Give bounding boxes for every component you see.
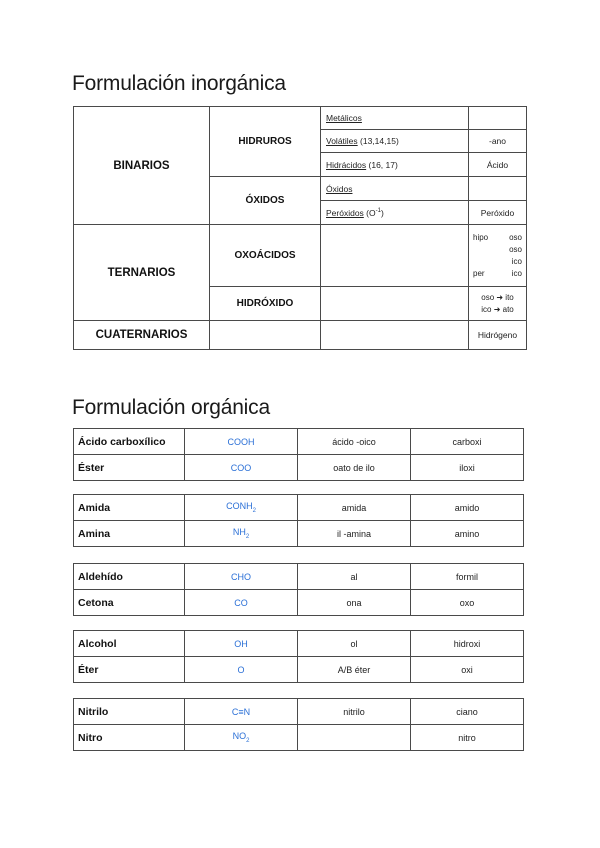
organic-group-table <box>73 428 524 481</box>
functional-group-name-text: Amida <box>78 501 111 514</box>
functional-group-formula <box>185 455 298 481</box>
suffix-cell <box>298 725 411 751</box>
functional-group-formula <box>185 429 298 455</box>
peroxidos-suffix: Peróxido <box>469 201 527 225</box>
oxo-oso-2: oso <box>509 244 522 254</box>
volatiles-label: Volátiles <box>326 136 358 146</box>
organic-row <box>74 590 524 616</box>
functional-group-formula-text: CO <box>234 597 248 608</box>
prefix-cell <box>411 725 524 751</box>
prefix-cell-text: nitro <box>458 732 476 743</box>
suffix-cell <box>298 564 411 590</box>
metalicos-label: Metálicos <box>326 113 362 123</box>
functional-group-name <box>74 564 185 590</box>
functional-group-name <box>74 725 185 751</box>
peroxidos-ion-charge: -1 <box>375 207 381 214</box>
suffix-cell-text: A/B éter <box>337 664 371 675</box>
functional-group-formula <box>185 725 298 751</box>
prefix-cell <box>411 429 524 455</box>
organic-row <box>74 455 524 481</box>
organic-group-table <box>73 494 524 547</box>
functional-group-name <box>74 631 185 657</box>
suffix-cell <box>298 455 411 481</box>
functional-group-formula-text: O <box>237 664 245 675</box>
functional-group-name-text: Éster <box>78 461 105 474</box>
cuaternarios-cell: CUATERNARIOS <box>74 321 210 350</box>
prefix-cell <box>411 699 524 725</box>
functional-group-name-text: Cetona <box>78 596 114 609</box>
functional-group-formula <box>185 521 298 547</box>
functional-group-name <box>74 455 185 481</box>
functional-group-name-text: Amina <box>78 527 111 540</box>
organic-group-table <box>73 698 524 751</box>
volatiles-cell <box>321 130 469 153</box>
suffix-cell <box>298 590 411 616</box>
prefix-cell-text: carboxi <box>452 436 482 447</box>
binarios-cell: BINARIOS <box>74 107 210 225</box>
functional-group-name <box>74 495 185 521</box>
suffix-cell-text: il -amina <box>336 528 371 539</box>
suffix-cell <box>298 495 411 521</box>
suffix-cell <box>298 429 411 455</box>
cuaternarios-empty-cell-2 <box>321 321 469 350</box>
oxidos-sub-cell <box>321 177 469 201</box>
hidruros-cell: HIDRUROS <box>210 107 321 177</box>
prefix-cell <box>411 590 524 616</box>
functional-group-name-text: Aldehído <box>78 570 123 583</box>
hidracidos-groups: (16, 17) <box>366 159 398 170</box>
organic-title: Formulación orgánica <box>72 396 270 419</box>
suffix-cell-text: ona <box>346 597 362 608</box>
prefix-cell-text: oxi <box>461 664 473 675</box>
volatiles-suffix: -ano <box>469 130 527 153</box>
prefix-cell <box>411 521 524 547</box>
prefix-cell <box>411 455 524 481</box>
prefix-cell-text: oxo <box>459 597 475 608</box>
suffix-cell-text: amida <box>341 502 367 513</box>
prefix-cell-text: amino <box>454 528 480 539</box>
hidracidos-cell <box>321 153 469 177</box>
functional-group-formula-text: CONH <box>226 501 253 512</box>
organic-row <box>74 521 524 547</box>
oxidos-cell: ÓXIDOS <box>210 177 321 225</box>
functional-group-name <box>74 699 185 725</box>
suffix-cell-text: ol <box>350 638 358 649</box>
organic-row <box>74 699 524 725</box>
suffix-cell <box>298 657 411 683</box>
metalicos-cell <box>321 107 469 130</box>
organic-row <box>74 564 524 590</box>
functional-group-name <box>74 657 185 683</box>
inorganic-title: Formulación inorgánica <box>72 72 286 95</box>
oxidos-suffix-cell <box>469 177 527 201</box>
functional-group-name-text: Ácido carboxílico <box>78 435 166 448</box>
oxo-ico-1: ico <box>511 256 522 266</box>
functional-group-name <box>74 429 185 455</box>
prefix-cell <box>411 657 524 683</box>
hidroxido-cell: HIDRÓXIDO <box>210 287 321 321</box>
cuaternarios-suffix: Hidrógeno <box>469 321 527 350</box>
formula-subscript: 2 <box>246 737 250 744</box>
suffix-cell-text: nitrilo <box>343 706 365 717</box>
suffix-cell <box>298 521 411 547</box>
peroxidos-cell <box>321 201 469 225</box>
formula-subscript: 2 <box>252 507 256 514</box>
suffix-cell-text: ácido -oico <box>332 436 376 447</box>
functional-group-formula-text: CHO <box>231 571 251 582</box>
prefix-cell-text: amido <box>454 502 480 513</box>
oxoacidos-empty-cell <box>321 225 469 287</box>
functional-group-formula <box>185 495 298 521</box>
hidroxido-empty-cell <box>321 287 469 321</box>
functional-group-formula <box>185 699 298 725</box>
oxo-hipo: hipo <box>473 232 489 242</box>
functional-group-formula <box>185 564 298 590</box>
functional-group-formula <box>185 631 298 657</box>
suffix-cell <box>298 699 411 725</box>
functional-group-formula-text: NH <box>232 527 246 538</box>
organic-row <box>74 725 524 751</box>
suffix-cell-text: oato de ilo <box>333 462 375 473</box>
hidroxido-map-line-1: oso ➜ ito <box>481 292 514 302</box>
metalicos-suffix-cell <box>469 107 527 130</box>
organic-row <box>74 631 524 657</box>
functional-group-formula-text: OH <box>234 638 248 649</box>
functional-group-formula-text: C≡N <box>231 706 251 717</box>
functional-group-name-text: Éter <box>78 663 99 676</box>
oxoacidos-prefix-cell <box>469 225 527 287</box>
prefix-cell <box>411 631 524 657</box>
oxo-per: per <box>473 268 485 278</box>
hidroxido-map-line-2: ico ➜ ato <box>481 304 514 314</box>
functional-group-formula-text: COO <box>230 462 252 473</box>
prefix-cell-text: hidroxi <box>453 638 481 649</box>
prefix-cell-text: iloxi <box>459 462 475 473</box>
functional-group-name <box>74 590 185 616</box>
oxidos-sub-label: Óxidos <box>326 183 353 194</box>
functional-group-name-text: Nitro <box>78 731 103 744</box>
cuaternarios-empty-cell-1 <box>210 321 321 350</box>
inorganic-table <box>73 106 527 350</box>
organic-row <box>74 657 524 683</box>
organic-row <box>74 429 524 455</box>
functional-group-formula <box>185 657 298 683</box>
organic-group-table <box>73 563 524 616</box>
peroxidos-ion-post: ) <box>380 207 384 218</box>
prefix-cell-text: ciano <box>456 706 478 717</box>
suffix-cell-text: al <box>350 571 358 582</box>
peroxidos-ion-pre: (O <box>363 207 376 218</box>
oxo-prefix-grid <box>469 230 526 282</box>
organic-group-table <box>73 630 524 683</box>
oxoacidos-cell: OXOÁCIDOS <box>210 225 321 287</box>
ternarios-cell: TERNARIOS <box>74 225 210 321</box>
oxo-ico-2: ico <box>511 268 522 278</box>
suffix-cell <box>298 631 411 657</box>
functional-group-name <box>74 521 185 547</box>
volatiles-groups: (13,14,15) <box>357 136 399 146</box>
prefix-cell <box>411 495 524 521</box>
formula-subscript: 2 <box>245 533 250 540</box>
functional-group-formula-text: COOH <box>227 436 255 447</box>
hidracidos-suffix: Ácido <box>469 153 527 177</box>
hidroxido-map-cell <box>469 287 527 321</box>
peroxidos-label: Peróxidos <box>326 207 364 218</box>
organic-row <box>74 495 524 521</box>
functional-group-formula-text: NO <box>232 731 247 742</box>
prefix-cell <box>411 564 524 590</box>
functional-group-formula <box>185 590 298 616</box>
functional-group-name-text: Alcohol <box>78 637 117 650</box>
prefix-cell-text: formil <box>456 571 478 582</box>
oxo-oso-1: oso <box>509 232 522 242</box>
hidracidos-label: Hidrácidos <box>326 159 367 170</box>
functional-group-name-text: Nitrilo <box>78 705 109 718</box>
